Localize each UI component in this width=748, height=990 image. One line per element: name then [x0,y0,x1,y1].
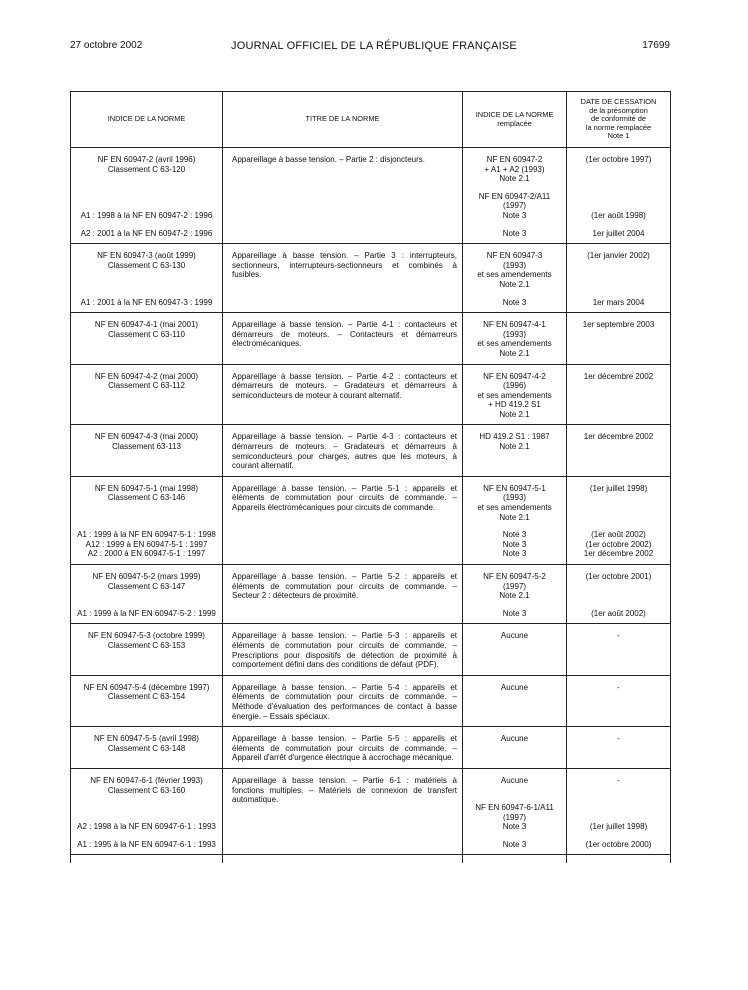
amendment-replaced: Note 3 [502,549,527,559]
amendment-replaced: Note 3 [502,530,527,540]
replaced-reference: et ses amendements [477,390,552,400]
table-body [71,148,671,864]
standard-cell-content [71,365,222,396]
amendment-date: 1er mars 2004 [592,297,645,307]
table-row [71,244,671,313]
replaced-cell-content [463,365,566,425]
standard-cell [71,148,223,244]
replaced-cell [463,675,567,726]
standard-title: Appareillage à basse tension. – Partie 4-1 : contacteurs et démarreurs de moteurs. – Contacteurs et démarreurs électromécaniques. [232,320,457,349]
cessation-date: (1er octobre 1997) [585,155,652,164]
title-cell-content [223,565,462,606]
standard-cell-content [71,624,222,655]
title-cell-content [223,365,462,406]
spacer [76,601,217,609]
replaced-cell-content [463,313,566,363]
spacer [468,795,561,803]
replaced-cell-content [463,425,566,456]
amendment-date: (1er août 2002) [591,530,646,540]
cessation-date: (1er octobre 2001) [585,572,652,581]
table-row-empty [71,855,671,864]
standard-reference: NF EN 60947-5-4 (décembre 1997) [83,682,210,692]
column-header-replaced-standard [463,92,567,148]
standard-title: Appareillage à basse tension. – Partie 4-3 : contacteurs et démarreurs de moteurs. – Gradateurs et démarreurs à semiconducteurs pour charges, autres que les moteurs, à courant alternatif. [232,432,457,471]
replaced-reference: (1996) [502,381,527,391]
title-cell [223,476,463,564]
replaced-reference: Note 2.1 [499,591,530,601]
amendment-date [572,201,665,211]
standard-title: Appareillage à basse tension. – Partie 5-3 : appareils et éléments de commutation pour circuits de commande. – Prescriptions pour dispositifs de détection de proximité à comportement défini dans des conditions de défaut (PDF). [232,631,457,670]
spacer [76,522,217,530]
date-cell [567,565,671,624]
spacer [572,522,665,530]
date-cell [567,148,671,244]
standard-cell-content [71,727,222,758]
spacer [468,832,561,840]
amendment-date: (1er août 2002) [591,608,646,618]
replaced-cell [463,768,567,855]
replaced-reference: NF EN 60947-5-2 [483,572,546,581]
standard-cell-content [71,244,222,312]
spacer [572,795,665,803]
standard-cell [71,675,223,726]
standard-cell [71,565,223,624]
standard-reference: Classement C 63-154 [107,692,186,702]
filler-line [76,270,217,280]
column-header-line: DATE DE CESSATION [580,97,657,107]
spacer [468,522,561,530]
filler-line [468,786,561,796]
spacer [76,795,217,803]
amendment-replaced: NF EN 60947-2/A11 [478,191,551,201]
amendment-reference: A1 : 1998 à la NF EN 60947-2 : 1996 [80,210,213,220]
amendment-date: (1er octobre 2000) [585,839,652,849]
column-header-line: INDICE DE LA NORME [107,114,186,124]
standard-reference: NF EN 60947-4-3 (mai 2000) [94,432,199,442]
date-cell-content [567,565,670,623]
standard-reference: Classement C 63-160 [107,785,186,795]
amendment-replaced: Note 3 [502,608,527,618]
table-row [71,565,671,624]
replaced-reference: NF EN 60947-4-1 [483,320,546,330]
standard-reference: NF EN 60947-5-3 (octobre 1999) [88,631,205,641]
standard-cell [71,425,223,476]
replaced-reference: + HD 419.2 S1 [488,400,541,410]
standard-reference: NF EN 60947-5-2 (mars 1999) [92,572,201,581]
cessation-date: - [617,775,620,785]
table-row [71,364,671,425]
replaced-reference: et ses amendements [477,270,552,280]
standard-reference: Classement 63-113 [112,442,181,452]
standard-cell [71,244,223,313]
replaced-cell-content [463,769,566,855]
empty-cell [71,855,223,864]
replaced-reference: NF EN 60947-5-1 [483,483,546,493]
replaced-reference: NF EN 60947-2 [486,155,543,164]
filler-line [76,503,217,513]
amendment-replaced: (1997) [502,812,527,822]
amendment-reference: A1 : 1999 à la NF EN 60947-5-2 : 1999 [77,608,216,618]
replaced-reference: Note 2.1 [499,174,530,184]
replaced-cell-content [463,565,566,623]
filler-line [572,270,665,280]
standard-reference: NF EN 60947-4-2 (mai 2000) [94,371,199,381]
filler-line [572,165,665,175]
column-header-standard [71,92,223,148]
replaced-reference: (1993) [502,493,527,503]
amendment-reference: A1 : 2001 à la NF EN 60947-3 : 1999 [80,297,213,307]
cessation-date: 1er décembre 2002 [583,371,654,381]
replaced-reference: HD 419.2 S1 : 1987 [479,432,550,442]
column-header-line: TITRE DE LA NORME [305,114,380,124]
replaced-cell-content [463,727,566,749]
amendment-reference: A1 : 1999 à la NF EN 60947-5-1 : 1998 [77,530,216,540]
amendment-reference [76,192,217,202]
replaced-reference: NF EN 60947-3 [486,251,543,261]
amendment-replaced: Note 3 [502,210,527,220]
standard-title: Appareillage à basse tension. – Partie 5-1 : appareils et éléments de commutation pour circuits de commande. – Appareils électromécaniques pour circuits de commande. [232,483,457,513]
cessation-date: - [617,682,620,692]
standard-reference: Classement C 63-153 [107,640,186,650]
spacer [468,290,561,298]
column-header-line: de la présomption [589,105,648,115]
replaced-cell [463,476,567,564]
filler-line [572,174,665,184]
filler-line [572,261,665,271]
date-cell [567,244,671,313]
title-cell [223,364,463,425]
replaced-reference: Note 2.1 [499,512,530,522]
cessation-date: 1er décembre 2002 [583,432,654,442]
replaced-cell [463,148,567,244]
replaced-cell [463,425,567,476]
date-cell-content [567,769,670,855]
title-cell-content [223,425,462,475]
standard-cell [71,727,223,769]
date-cell [567,624,671,675]
title-cell [223,675,463,726]
title-cell [223,148,463,244]
column-header-title [223,92,463,148]
title-cell [223,244,463,313]
replaced-reference: (1997) [502,581,527,591]
date-cell [567,675,671,726]
filler-line [76,280,217,290]
amendment-reference: A1 : 1995 à la NF EN 60947-6-1 : 1993 [77,839,216,849]
table-row [71,148,671,244]
spacer [76,832,217,840]
amendment-date: 1er décembre 2002 [583,549,654,559]
replaced-cell-content [463,676,566,698]
standard-cell [71,364,223,425]
title-cell-content [223,676,462,726]
amendment-reference [76,201,217,211]
amendment-replaced: Note 3 [502,228,527,238]
amendment-date [572,813,665,823]
standard-cell [71,768,223,855]
empty-cell [567,855,671,864]
table-row [71,624,671,675]
title-cell-content [223,148,462,170]
replaced-reference: Aucune [500,631,529,641]
standard-reference: NF EN 60947-6-1 (février 1993) [90,775,203,785]
amendment-replaced: Note 3 [502,822,527,832]
spacer [468,601,561,609]
table-row [71,675,671,726]
amendment-date [572,192,665,202]
replaced-cell [463,244,567,313]
amendment-reference: A2 : 2001 à la NF EN 60947-2 : 1996 [80,228,213,238]
amendment-replaced: Note 3 [502,297,527,307]
spacer [76,221,217,229]
replaced-reference: Note 2.1 [499,409,530,419]
filler-line [76,174,217,184]
date-cell-content [567,425,670,447]
replaced-cell [463,565,567,624]
cessation-date: (1er janvier 2002) [587,251,650,261]
spacer [468,221,561,229]
empty-cell [223,855,463,864]
amendment-date: 1er juillet 2004 [592,228,645,238]
standard-cell-content [71,313,222,344]
date-cell [567,768,671,855]
filler-line [572,280,665,290]
standard-cell-content [71,148,222,243]
column-header-line: Note 1 [607,131,630,141]
table-row [71,425,671,476]
table-row [71,476,671,564]
filler-line [572,582,665,592]
standard-title: Appareillage à basse tension. – Partie 2 : disjoncteurs. [232,155,426,164]
column-header-line: de conformité de [590,114,647,124]
amendment-replaced: Note 3 [502,839,527,849]
spacer [572,221,665,229]
column-header-line: remplacée [497,118,532,128]
replaced-cell-content [463,244,566,312]
spacer [572,290,665,298]
standard-reference: NF EN 60947-4-1 (mai 2001) [94,320,199,330]
amendment-reference: A2 : 2000 à EN 60947-5-1 : 1997 [87,549,206,559]
date-cell [567,425,671,476]
replaced-reference: et ses amendements [477,503,552,513]
table-row [71,727,671,769]
filler-line [572,513,665,523]
filler-line [572,503,665,513]
replaced-reference: (1993) [502,260,527,270]
empty-cell [463,855,567,864]
title-cell-content [223,769,462,810]
cessation-date: 1er septembre 2003 [582,320,655,330]
date-cell [567,727,671,769]
standard-reference: Classement C 63-146 [107,493,186,503]
date-cell-content [567,244,670,312]
replaced-reference: Aucune [500,682,529,692]
standard-reference: NF EN 60947-2 (avril 1996) [97,155,196,164]
date-cell-content [567,676,670,698]
standard-reference: Classement C 63-120 [107,164,186,174]
standard-reference: Classement C 63-130 [107,260,186,270]
standard-title: Appareillage à basse tension. – Partie 6-1 : matériels à fonctions multiples. – Matériels de connexion de transfert automatique. [232,775,457,805]
table-header-row [71,92,671,148]
title-cell-content [223,727,462,768]
title-cell-content [223,244,462,285]
amendment-reference [76,813,217,823]
date-cell [567,364,671,425]
title-cell [223,768,463,855]
replaced-reference: Note 2.1 [499,279,530,289]
replaced-reference: (1993) [502,329,527,339]
amendment-replaced: NF EN 60947-6-1/A11 [475,803,554,813]
replaced-reference: Note 2.1 [499,442,530,452]
replaced-reference: + A1 + A2 (1993) [484,164,545,174]
date-cell-content [567,477,670,564]
amendment-replaced: (1997) [502,201,527,211]
filler-line [572,493,665,503]
amendment-reference [76,803,217,813]
spacer [572,601,665,609]
standard-reference: Classement C 63-148 [107,743,186,753]
standard-reference: Classement C 63-112 [108,381,185,391]
spacer [76,184,217,192]
title-cell-content [223,313,462,354]
standard-reference: Classement C 63-147 [107,581,186,591]
replaced-cell-content [463,148,566,243]
amendment-date: (1er octobre 2002) [585,539,652,549]
standard-title: Appareillage à basse tension. – Partie 5-2 : appareils et éléments de commutation pour circuits de commande. – Secteur 2 : détecteurs de proximité. [232,572,457,601]
standard-cell-content [71,676,222,707]
journal-title: JOURNAL OFFICIEL DE LA RÉPUBLIQUE FRANÇAISE [231,40,517,52]
filler-line [76,591,217,601]
spacer [468,184,561,192]
spacer [572,832,665,840]
standard-reference: Classement C 63-110 [108,329,185,339]
date-cell-content [567,624,670,646]
filler-line [76,513,217,523]
spacer [76,290,217,298]
standard-cell-content [71,565,222,623]
amendment-replaced: Note 3 [502,539,527,549]
replaced-reference: et ses amendements [477,339,552,349]
amendment-date [572,803,665,813]
standards-table [70,91,671,863]
date-cell [567,476,671,564]
date-cell-content [567,148,670,243]
date-cell-content [567,727,670,749]
filler-line [572,591,665,601]
date-cell-content [567,313,670,335]
filler-line [572,786,665,796]
replaced-reference: Note 2.1 [499,348,530,358]
replaced-cell [463,313,567,364]
standard-cell-content [71,477,222,564]
standard-cell [71,476,223,564]
standard-title: Appareillage à basse tension. – Partie 5-5 : appareils et éléments de commutation pour circuits de commande. – Appareil d'arrêt d'urgence électrique à accrochage mécanique. [232,734,457,763]
cessation-date: - [617,631,620,641]
standard-cell [71,624,223,675]
spacer [572,184,665,192]
replaced-reference: Aucune [500,775,529,785]
replaced-cell [463,624,567,675]
table-row [71,768,671,855]
replaced-cell-content [463,477,566,564]
standard-reference: NF EN 60947-3 (août 1999) [97,251,196,261]
replaced-cell [463,727,567,769]
standard-reference: NF EN 60947-5-5 (avril 1998) [94,734,199,744]
cessation-date: (1er juillet 1998) [589,483,648,493]
standard-cell-content [71,425,222,456]
page-number: 17699 [642,40,670,51]
header-date: 27 octobre 2002 [70,40,143,51]
title-cell-content [223,624,462,674]
standard-cell-content [71,769,222,855]
standard-title: Appareillage à basse tension. – Partie 5-4 : appareils et éléments de commutation pour circuits de commande. – Méthode d'évaluation des performances de contact à basse énergie. – Essais spéciaux. [232,682,457,721]
amendment-reference: A2 : 1998 à la NF EN 60947-6-1 : 1993 [77,822,216,832]
standard-title: Appareillage à basse tension. – Partie 4-2 : contacteurs et démarreurs de moteurs. – Gradateurs et démarreurs à semiconducteurs de moteur à courant alternatif. [232,371,457,400]
cessation-date: - [617,734,620,744]
amendment-date: (1er août 1998) [591,210,646,220]
replaced-cell-content [463,624,566,646]
replaced-cell [463,364,567,425]
title-cell [223,624,463,675]
column-header-line: la norme remplacée [585,122,652,132]
column-header-line: INDICE DE LA NORME [475,109,554,119]
amendment-reference: A12 : 1999 à EN 60947-5-1 : 1997 [85,539,208,549]
title-cell [223,313,463,364]
title-cell [223,425,463,476]
replaced-reference: Aucune [500,734,529,744]
replaced-reference: NF EN 60947-4-2 [483,371,546,381]
title-cell-content [223,477,462,518]
standard-cell [71,313,223,364]
title-cell [223,727,463,769]
standard-title: Appareillage à basse tension. – Partie 3 : interrupteurs, sectionneurs, interrupteurs-sectionneurs et combinés à fusibles. [232,251,457,280]
date-cell-content [567,365,670,387]
table-row [71,313,671,364]
column-header-cessation-date [567,92,671,148]
title-cell [223,565,463,624]
date-cell [567,313,671,364]
standard-reference: NF EN 60947-5-1 (mai 1998) [94,483,199,493]
amendment-date: (1er juillet 1998) [589,822,648,832]
